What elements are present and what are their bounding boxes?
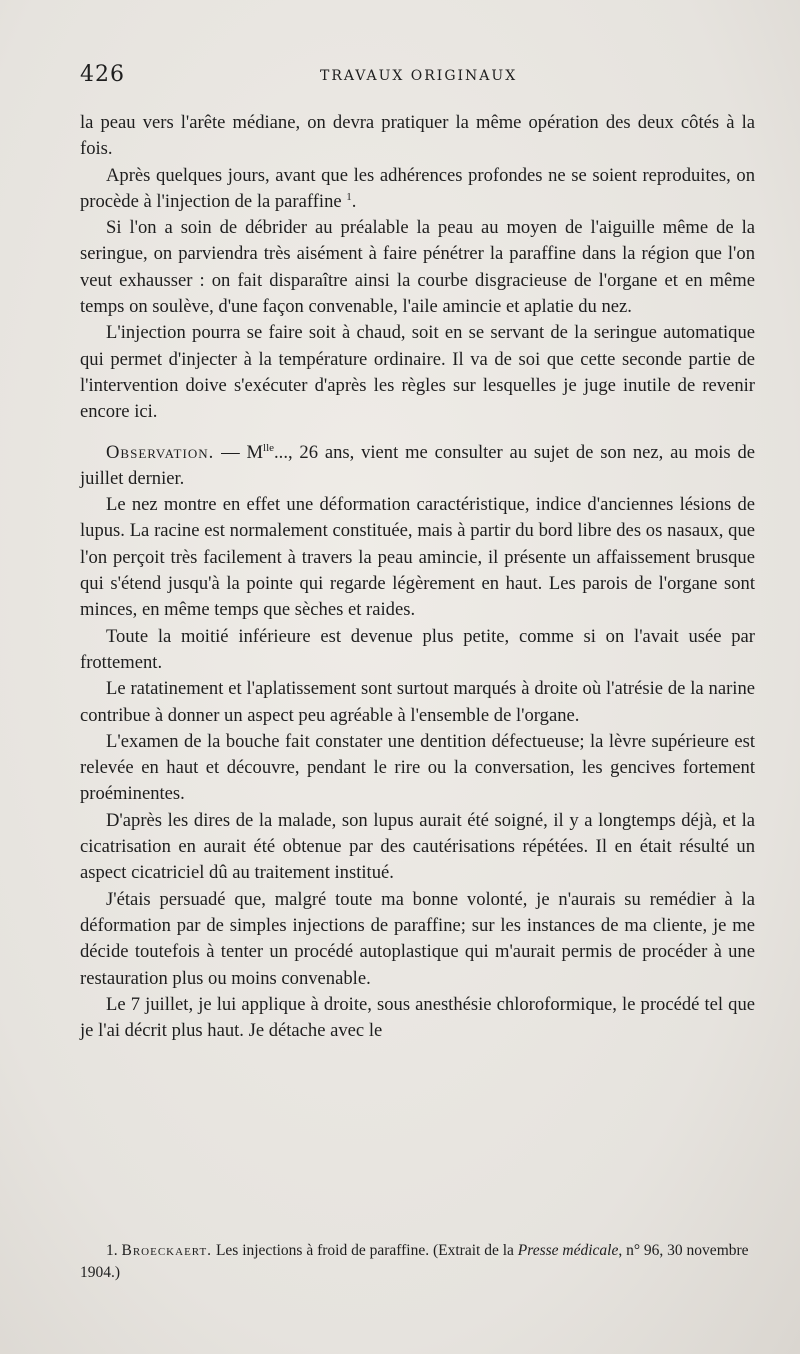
observation-dash: —	[214, 441, 247, 463]
body-text	[80, 110, 755, 1044]
punctuation: .	[351, 190, 357, 212]
paragraph: L'injection pourra se faire soit à chaud, soit en se servant de la seringue automatique qui permet d'injecter à la température ordinaire. Il va de soi que cette seconde partie de l'intervention doive s'exécuter d'après les règles sur lesquelles je juge inutile de revenir encore ici.	[80, 322, 755, 423]
footnote-text	[80, 1240, 760, 1284]
observation-paragraph	[80, 440, 755, 493]
paragraph	[80, 163, 755, 216]
footnote-author: Broeckaert.	[121, 1242, 213, 1259]
observation-text: ..., 26 ans, vient me consulter au sujet de son nez, au mois de juillet dernier.	[80, 441, 755, 489]
footnote	[80, 1240, 760, 1284]
footnote-ref: 1	[346, 190, 352, 203]
footnote-details: , n° 96, 30 novembre 1904.)	[80, 1242, 749, 1281]
paragraph: Toute la moitié inférieure est devenue plus petite, comme si on l'avait usée par frottement.	[80, 625, 755, 673]
patient-title: M	[246, 441, 264, 463]
paragraph-text: Après quelques jours, avant que les adhérences profondes ne se soient reproduites, on procède à l'injection de la paraffine	[80, 164, 755, 212]
footnote-title: Les injections à froid de paraffine. (Extrait de la	[212, 1242, 518, 1259]
running-head: TRAVAUX ORIGINAUX	[320, 68, 518, 84]
footnote-number: 1.	[106, 1242, 118, 1259]
paragraph: la peau vers l'arête médiane, on devra pratiquer la même opération des deux côtés à la fois.	[80, 112, 755, 160]
paragraph: D'après les dires de la malade, son lupus aurait été soigné, il y a longtemps déjà, et la cicatrisation en aurait été obtenue par des cautérisations répétées. Il en était résulté un aspect cicatriciel dû au traitement institué.	[80, 809, 755, 884]
paragraph: L'examen de la bouche fait constater une dentition défectueuse; la lèvre supérieure est relevée en haut et découvre, pendant le rire ou la conversation, les gencives fortement proéminentes.	[80, 730, 755, 805]
paragraph: Le nez montre en effet une déformation caractéristique, indice d'anciennes lésions de lupus. La racine est normalement constituée, mais à partir du bord libre des os nasaux, que l'on perçoit très facilement à travers la peau amincie, il présente un affaissement brusque qui s'étend jusqu'à la pointe qui regarde légèrement en haut. Les parois de l'organe sont minces, en même temps que sèches et raides.	[80, 494, 755, 621]
page-header	[80, 62, 755, 92]
paragraph: Le ratatinement et l'aplatissement sont surtout marqués à droite où l'atrésie de la narine contribue à donner un aspect peu agréable à l'ensemble de l'organe.	[80, 678, 755, 726]
observation-label: Observation.	[106, 441, 215, 463]
paragraph: J'étais persuadé que, malgré toute ma bonne volonté, je n'aurais su remédier à la déformation par de simples injections de paraffine; sur les instances de ma cliente, je me décide toutefois à tenter un procédé autoplastique qui m'aurait permis de procéder à une restauration plus ou moins convenable.	[80, 888, 755, 989]
page-number: 426	[80, 62, 125, 87]
footnote-journal: Presse médicale	[517, 1242, 619, 1259]
paragraph: Si l'on a soin de débrider au préalable la peau au moyen de l'aiguille même de la seringue, on parviendra très aisément à faire pénétrer la paraffine dans la région que l'on veut exhausser : on fait disparaître ainsi la courbe disgracieuse de l'organe et en même temps on soulève, d'une façon convenable, l'aile amincie et aplatie du nez.	[80, 217, 755, 318]
patient-title-sup: lle	[263, 441, 275, 454]
paragraph: Le 7 juillet, je lui applique à droite, sous anesthésie chloroformique, le procédé tel que je l'ai décrit plus haut. Je détache avec le	[80, 993, 755, 1042]
